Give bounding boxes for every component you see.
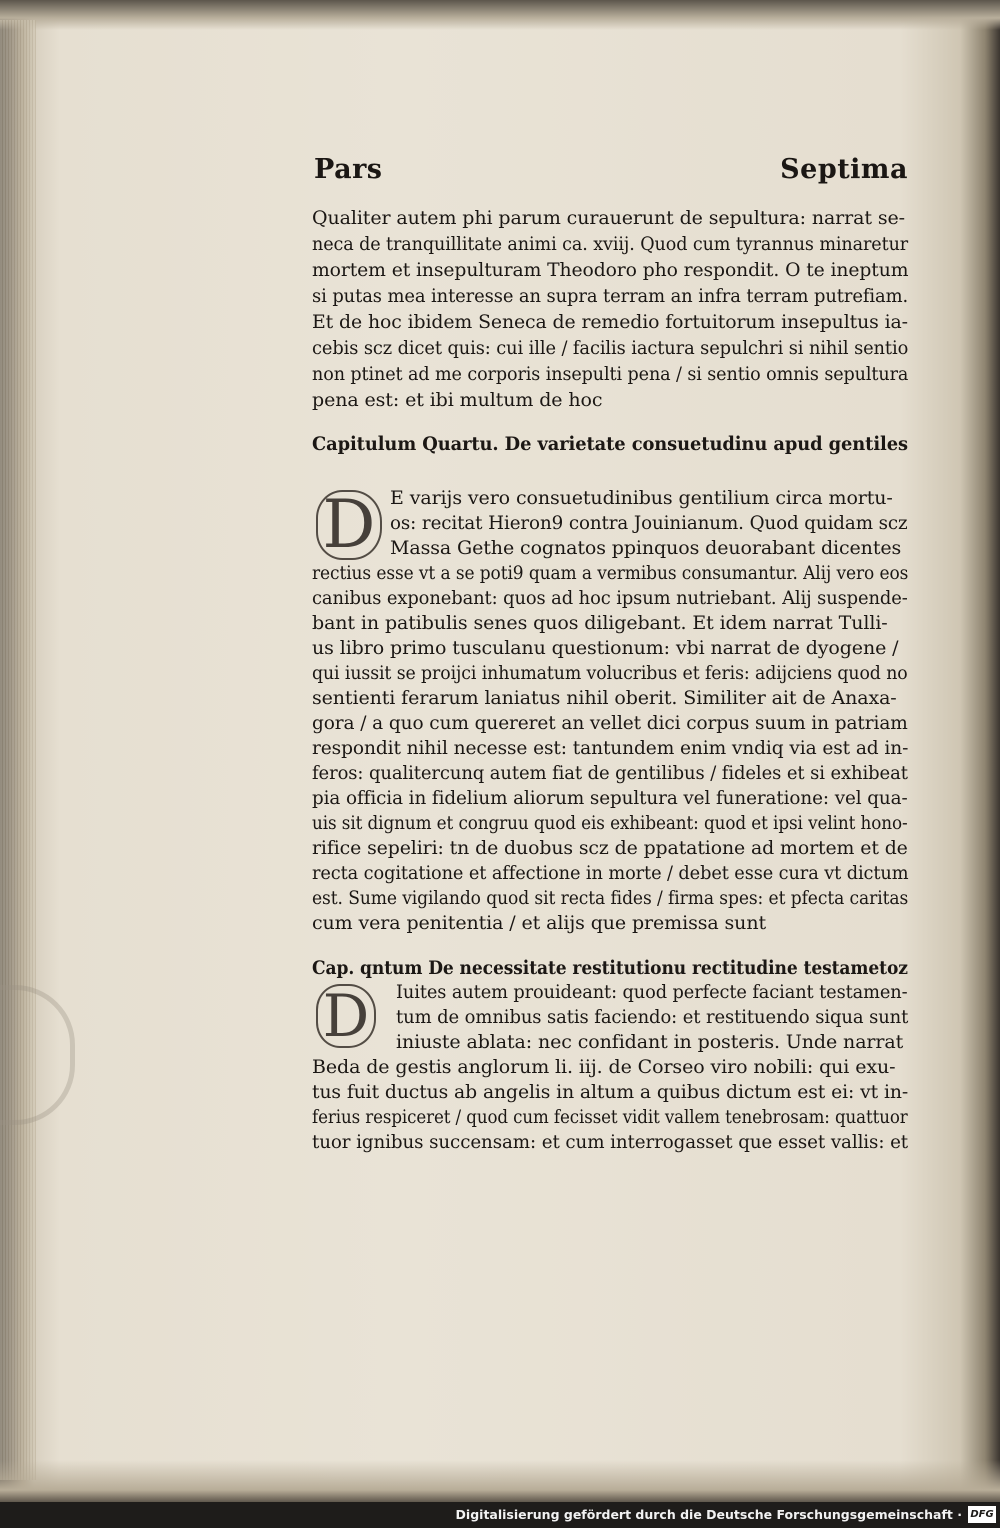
chapter-5-title: Cap. qntum De necessitate restitutionu rectitudine testametoz <box>312 957 908 979</box>
page-top-shadow <box>0 0 1000 30</box>
text-line: Massa Gethe cognatos ppinquos deuorabant dicentes <box>390 537 902 559</box>
text-line: Iuites autem prouideant: quod perfecte faciant testamen- <box>396 981 908 1003</box>
text-line: ferius respiceret / quod cum fecisset vidit vallem tenebrosam: quattuor <box>312 1106 908 1128</box>
page-bottom-shadow <box>0 1460 1000 1502</box>
text-line: uis sit dignum et congruu quod eis exhibeant: quod et ipsi velint hono- <box>312 812 908 834</box>
text-line: si putas mea interesse an supra terram an infra terram putrefiam. <box>312 285 909 307</box>
text-line: cebis scz dicet quis: cui ille / facilis iactura sepulchri si nihil sentio <box>312 337 909 359</box>
text-line: os: recitat Hieron9 contra Jouinianum. Quod quidam scz <box>390 512 908 534</box>
text-line: Et de hoc ibidem Seneca de remedio fortuitorum insepultus ia- <box>312 311 908 333</box>
running-head <box>312 150 908 190</box>
text-line: qui iussit se proijci inhumatum volucribus et feris: adijciens quod no <box>312 662 908 684</box>
running-head-right: Septima <box>780 154 908 185</box>
text-line: tus fuit ductus ab angelis in altum a quibus dictum est ei: vt in- <box>312 1081 909 1103</box>
text-line: tum de omnibus satis faciendo: et restituendo siqua sunt <box>396 1006 909 1028</box>
text-line: sentienti ferarum laniatus nihil oberit. Similiter ait de Anaxa- <box>312 687 897 709</box>
text-line: est. Sume vigilando quod sit recta fides / firma spes: et pfecta caritas <box>312 887 909 909</box>
funding-credit: Digitalisierung gefördert durch die Deutsche Forschungsgemeinschaft · <box>455 1507 962 1522</box>
running-head-left: Pars <box>314 154 383 185</box>
text-line: pena est: et ibi multum de hoc <box>312 389 603 411</box>
text-line: rectius esse vt a se poti9 quam a vermibus consumantur. Alij vero eos <box>312 562 909 584</box>
text-line: tuor ignibus succensam: et cum interrogasset que esset vallis: et <box>312 1131 909 1153</box>
text-line: E varijs vero consuetudinibus gentilium circa mortu- <box>390 487 893 509</box>
text-line: Beda de gestis anglorum li. iij. de Corseo viro nobili: qui exu- <box>312 1056 896 1078</box>
decorated-initial: D <box>316 984 376 1048</box>
text-line: bant in patibulis senes quos diligebant. Et idem narrat Tulli- <box>312 612 888 634</box>
text-line: respondit nihil necesse est: tantundem enim vndiq via est ad in- <box>312 737 909 759</box>
text-line: mortem et insepulturam Theodoro pho respondit. O te ineptum <box>312 259 909 281</box>
text-line: neca de tranquillitate animi ca. xviij. Quod cum tyrannus minaretur <box>312 233 909 255</box>
text-line: rifice sepeliri: tn de duobus scz de ppatatione ad mortem et de <box>312 837 908 859</box>
text-line: iniuste ablata: nec confidant in posteris. Unde narrat <box>396 1031 904 1053</box>
text-line: us libro primo tusculanu questionum: vbi narrat de dyogene / <box>312 637 899 659</box>
text-line: cum vera penitentia / et alijs que premissa sunt <box>312 912 766 934</box>
text-line: feros: qualitercunq autem fiat de gentilibus / fideles et si exhibeat <box>312 762 908 784</box>
text-line: recta cogitatione et affectione in morte / debet esse cura vt dictum <box>312 862 909 884</box>
text-line: Qualiter autem phi parum curauerunt de sepultura: narrat se- <box>312 207 905 229</box>
decorated-initial: D <box>316 490 382 560</box>
text-line: non ptinet ad me corporis insepulti pena / si sentio omnis sepultura <box>312 363 909 385</box>
text-line: canibus exponebant: quos ad hoc ipsum nutriebant. Alij suspende- <box>312 587 908 609</box>
text-line: pia officia in fidelium aliorum sepultura vel funeratione: vel qua- <box>312 787 908 809</box>
book-page-edges <box>0 20 36 1480</box>
chapter-4-title: Capitulum Quartu. De varietate consuetudinu apud gentiles <box>312 433 908 455</box>
dfg-logo: DFG <box>968 1506 996 1523</box>
text-line: gora / a quo cum quereret an vellet dici corpus suum in patriam <box>312 712 908 734</box>
digitization-footer <box>0 1502 1000 1528</box>
